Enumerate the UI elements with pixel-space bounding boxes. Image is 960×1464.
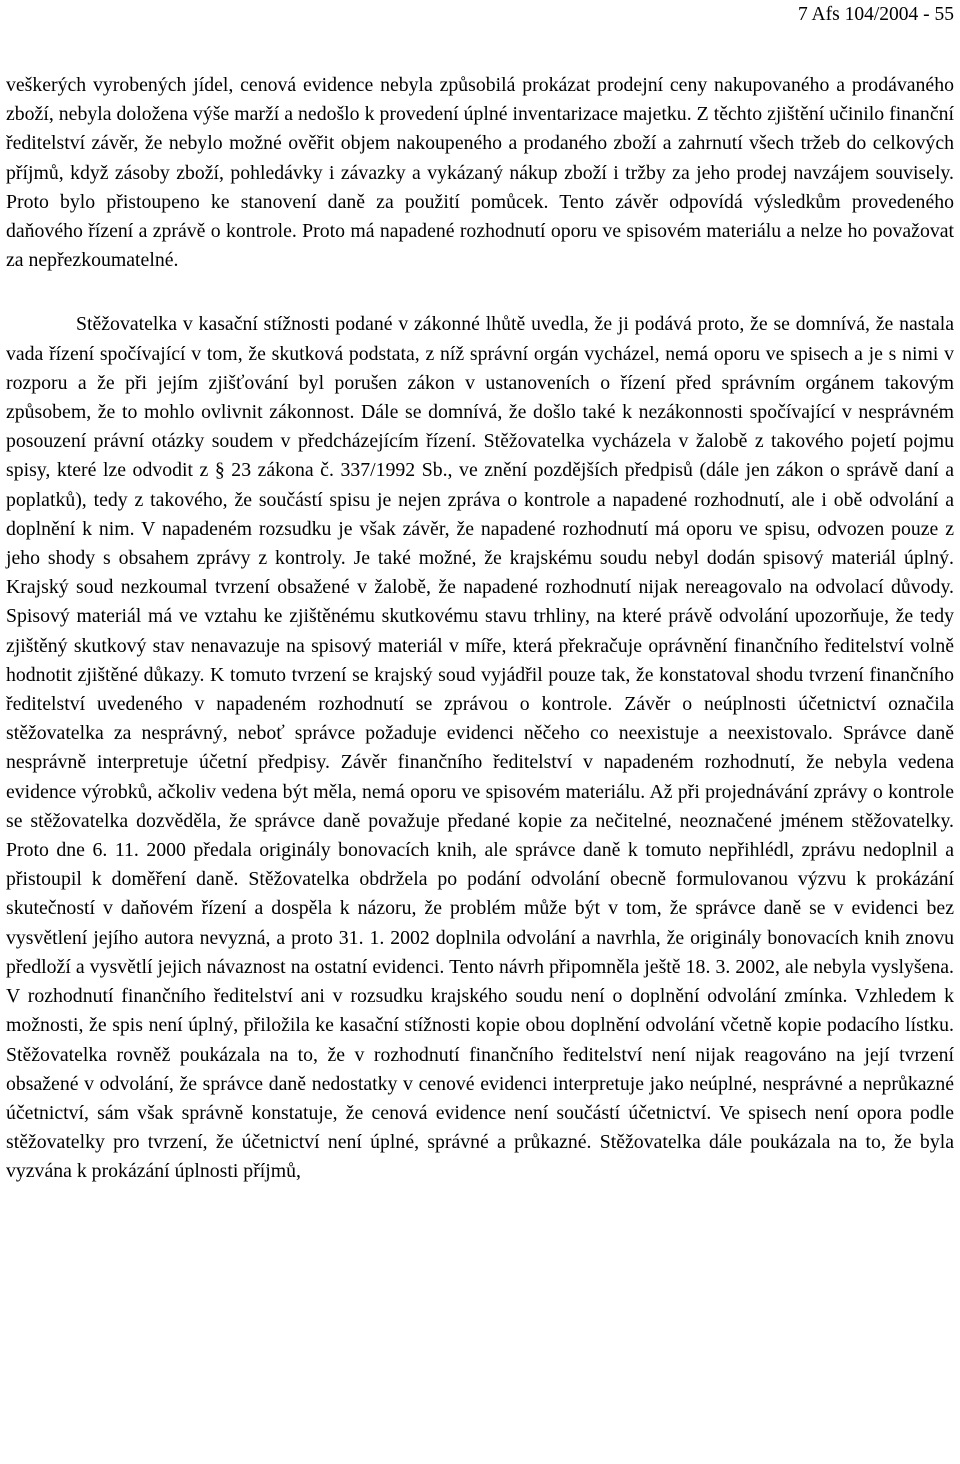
body-paragraph-2: Stěžovatelka v kasační stížnosti podané v zákonné lhůtě uvedla, že ji podává proto, že se domnívá, že nastala vada řízení spočívající v tom, že skutková podstata, z níž správní orgán vycházel, nemá oporu ve spisech a je s nimi v rozporu a že při jejím zjišťování byl porušen zákon v ustanoveních o řízení před správním orgánem takovým způsobem, že to mohlo ovlivnit zákonnost. Dále se domnívá, že došlo také k nezákonnosti spočívající v nesprávném posouzení právní otázky soudem v předcházejícím řízení. Stěžovatelka vycházela v žalobě z takového pojetí pojmu spisy, které lze odvodit z § 23 zákona č. 337/1992 Sb., ve znění pozdějších předpisů (dále jen zákon o správě daní a poplatků), tedy z takového, že součástí spisu je nejen zpráva o kontrole a napadené rozhodnutí, ale i obě odvolání a doplnění k nim. V napadeném rozsudku je však závěr, že napadené rozhodnutí má oporu ve spisu, odvozen pouze z jeho shody s obsahem zprávy z kontroly. Je také možné, že krajskému soudu nebyl dodán spisový materiál úplný. Krajský soud nezkoumal tvrzení obsažené v žalobě, že napadené rozhodnutí nijak nereagovalo na odvolací důvody. Spisový materiál má ve vztahu ke zjištěnému skutkovému stavu trhliny, na které právě odvolání upozorňuje, že tedy zjištěný skutkový stav nenavazuje na spisový materiál v míře, která překračuje oprávnění finančního ředitelství volně hodnotit zjištěné důkazy. K tomuto tvrzení se krajský soud vyjádřil pouze tak, že konstatoval shodu tvrzení finančního ředitelství uvedeného v napadeném rozhodnutí se zprávou o kontrole. Závěr o neúplnosti účetnictví označila stěžovatelka za nesprávný, neboť správce požaduje evidenci něčeho co neexistuje a neexistovalo. Správce daně nesprávně interpretuje účetní předpisy. Závěr finančního ředitelství v napadeném rozhodnutí, že nebyla vedena evidence výrobků, ačkoliv vedena být měla, nemá oporu ve spisovém materiálu. Až při projednávání zprávy o kontrole se stěžovatelka dozvěděla, že správce daně považuje předané kopie za nečitelné, neoznačené jménem stěžovatelky. Proto dne 6. 11. 2000 předala originály bonovacích knih, ale správce daně k tomuto nepřihlédl, zprávu nedoplnil a přistoupil k doměření daně. Stěžovatelka obdržela po podání odvolání obecně formulovanou výzvu k prokázání skutečností v daňovém řízení a dospěla k názoru, že problém může být v tom, že správce daně se v evidenci bez vysvětlení jejího autora nevyzná, a proto 31. 1. 2002 doplnila odvolání a navrhla, že originály bonovacích knih znovu předloží a vysvětlí jejich návaznost na ostatní evidenci. Tento návrh připomněla ještě 18. 3. 2002, ale nebyla vyslyšena. V rozhodnutí finančního ředitelství ani v rozsudku krajského soudu není o doplnění odvolání zmínka. Vzhledem k možnosti, že spis není úplný, přiložila ke kasační stížnosti kopie obou doplnění odvolání včetně kopie podacího lístku. Stěžovatelka rovněž poukázala na to, že v rozhodnutí finančního ředitelství není nijak reagováno na její tvrzení obsažené v odvolání, že správce daně nedostatky v cenové evidenci interpretuje jako neúplné, nesprávné a neprůkazné účetnictví, sám však správně konstatuje, že cenová evidence není součástí účetnictví. Ve spisech není opora podle stěžovatelky pro tvrzení, že účetnictví není úplné, správné a průkazné. Stěžovatelka dále poukázala na to, že byla vyzvána k prokázání úplnosti příjmů, <box>6 313 954 1183</box>
body-paragraph-1: veškerých vyrobených jídel, cenová evidence nebyla způsobilá prokázat prodejní ceny nakupovaného a prodávaného zboží, nebyla doložena výše marží a nedošlo k provedení úplné inventarizace majetku. Z těchto zjištění učinilo finanční ředitelství závěr, že nebylo možné ověřit objem nakoupeného a prodaného zboží a zahrnutí všech tržeb do celkových příjmů, když zásoby zboží, pohledávky i závazky a vykázaný nákup zboží i tržby za jeho prodej navzájem souvisely. Proto bylo přistoupeno ke stanovení daně za použití pomůcek. Tento závěr odpovídá výsledkům provedeného daňového řízení a zprávě o kontrole. Proto má napadené rozhodnutí oporu ve spisovém materiálu a nelze ho považovat za nepřezkoumatelné. <box>6 74 954 272</box>
document-body <box>6 71 954 1187</box>
page-header-case-reference: 7 Afs 104/2004 - 55 <box>798 4 954 25</box>
